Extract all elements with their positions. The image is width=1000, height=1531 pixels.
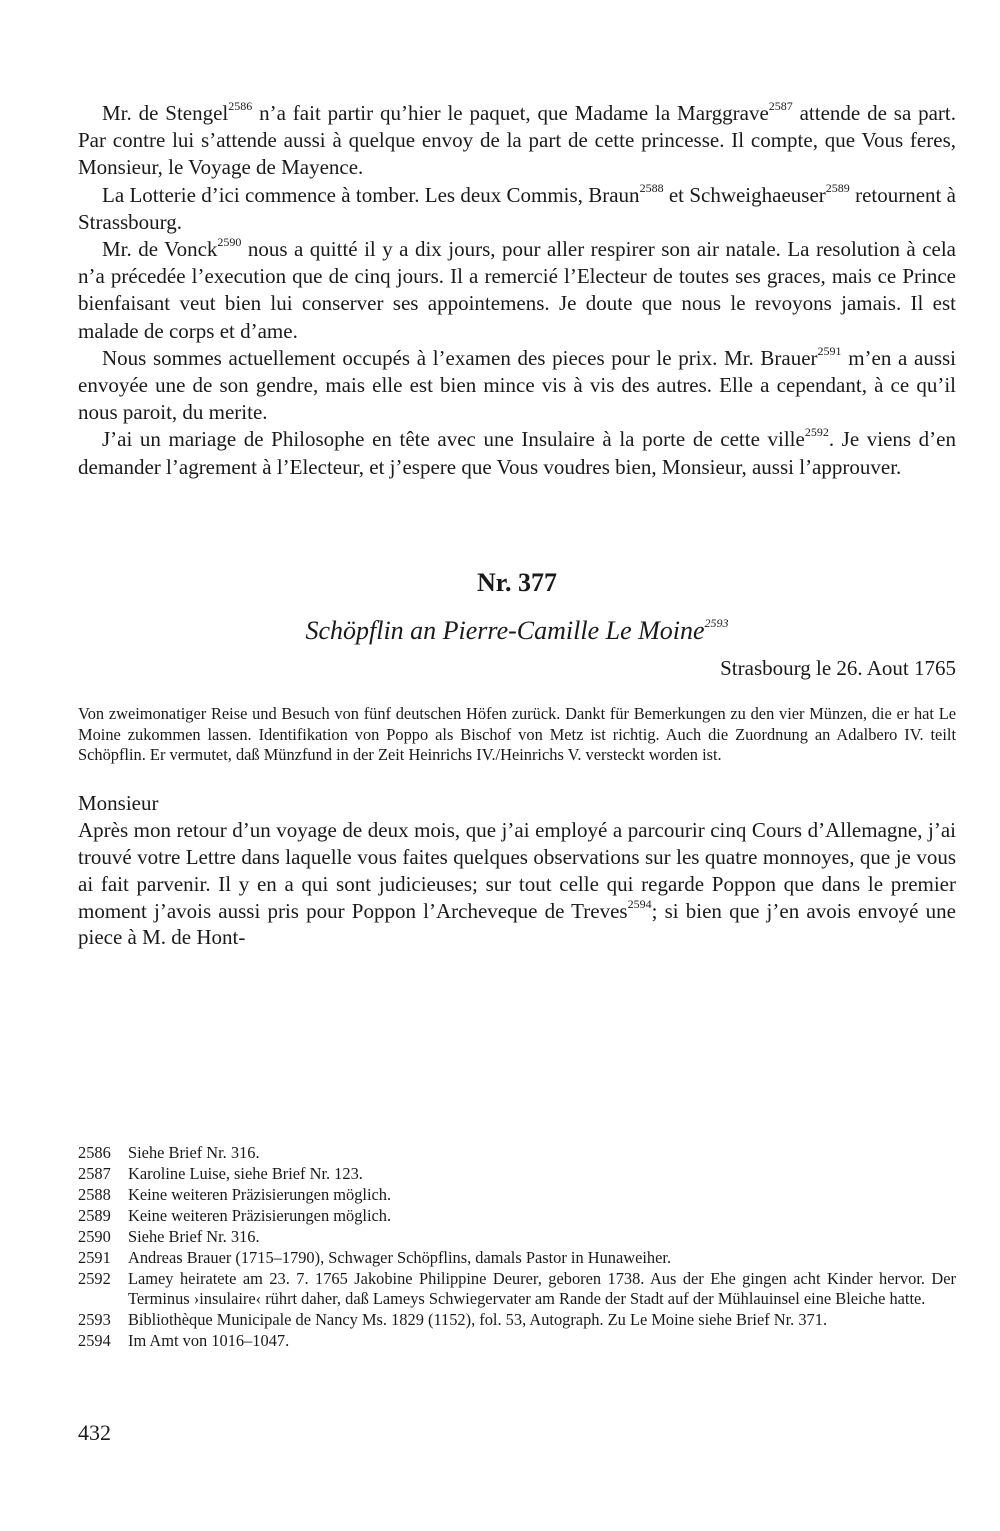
- footnotes: [78, 1143, 956, 1352]
- letter-summary: Von zweimonatiger Reise und Besuch von fünf deutschen Höfen zurück. Dankt für Bemerkungen zu den vier Münzen, die er hat Le Moine zukommen lassen. Identifikation von Poppo als Bischof von Metz ist richtig. Auch die Zuordnung an Adalbero IV. teilt Schöpflin. Er vermutet, daß Münzfund in der Zeit Heinrichs IV./Heinrichs V. versteckt worden ist.: [78, 703, 956, 765]
- paragraph: La Lotterie d’ici commence à tomber. Les deux Commis, Braun$^{2588}$ et Schweighaeuser$^{2589}$ retournent à Strassbourg.: [78, 180, 957, 234]
- salutation: Monsieur: [78, 791, 159, 816]
- paragraph: J’ai un mariage de Philosophe en tête avec une Insulaire à la porte de cette ville$^{2592}$. Je viens d’en demander l’agrement à l’Electeur, et j’espere que Vous voudres bien, Monsieur, aussi l’approuver.: [78, 425, 956, 479]
- paragraph: Mr. de Vonck$^{2590}$ nous a quitté il y a dix jours, pour aller respirer son air natale. La resolution à cela n’a précedée l’execution que de cinq jours. Il a remercié l’Electeur de toutes ses graces, mais ce Prince bienfaisant veut bien lui conserver ses appointemens. Je doute que nous le revoyons jamais. Il est malade de corps et d’ame.: [78, 235, 956, 343]
- dateline: Strasbourg le 26. Aout 1765: [720, 655, 956, 680]
- letter-number: Nr. 377: [477, 567, 557, 597]
- footnote-ref[interactable]: 2590: [217, 235, 242, 250]
- footnote-ref[interactable]: 2589: [825, 180, 850, 195]
- letter-body: Après mon retour d’un voyage de deux mois, que j’ai employé a parcourir cinq Cours d’Allemagne, j’ai trouvé votre Lettre dans laquelle vous faites quelques observations sur les quatre monnoyes, que je vous ai fait parvenir. Il y en a qui sont judicieuses; sur tout celle qui regarde Poppon que dans le premier moment j’avois aussi pris pour Poppon l’Archeveque de Treves$^{2594}$; si bien que j’en avois envoyé une piece à M. de Hont-: [78, 818, 956, 950]
- footnote-ref[interactable]: 2593: [704, 616, 729, 631]
- paragraph: Nous sommes actuellement occupés à l’examen des pieces pour le prix. Mr. Brauer$^{2591}$ m’en a aussi envoyée une de son gendre, mais elle est bien mince vis à vis des autres. Elle a cependant, à ce qu’il nous paroit, du merite.: [78, 343, 956, 425]
- footnote-ref[interactable]: 2587: [768, 99, 793, 113]
- page-number: 432: [78, 1420, 111, 1445]
- previous-letter-text: [78, 100, 956, 481]
- footnote: 2592 Lamey heiratete am 23. 7. 1765 Jakobine Philippine Deurer, geboren 1738. Aus der Ehe gingen acht Kinder hervor. Der Terminus ›insulaire‹ rührt daher, daß Lameys Schwiegervater am Rande der Stadt auf der Mühlauinsel eine Bleiche hatte.: [78, 1269, 956, 1309]
- footnote-ref[interactable]: 2591: [817, 343, 842, 358]
- footnote: 2589 Keine weiteren Präzisierungen möglich.: [78, 1206, 392, 1225]
- footnote: 2586 Siehe Brief Nr. 316.: [78, 1143, 260, 1162]
- footnote-ref[interactable]: 2586: [228, 99, 253, 113]
- letter-title: Schöpflin an Pierre-Camille Le Moine$^{2593}$: [305, 615, 729, 645]
- footnote: 2593 Bibliothèque Municipale de Nancy Ms. 1829 (1152), fol. 53, Autograph. Zu Le Moine siehe Brief Nr. 371.: [78, 1310, 828, 1330]
- footnote-ref[interactable]: 2592: [804, 425, 829, 440]
- footnote-ref[interactable]: 2588: [639, 180, 664, 195]
- paragraph: Mr. de Stengel$^{2586}$ n’a fait partir qu’hier le paquet, que Madame la Marggrave$^{2587}$ attende de sa part. Par contre lui s’attende aussi à quelque envoy de la part de cette princesse. Il compte, que Vous feres, Monsieur, le Voyage de Mayence.: [78, 99, 957, 180]
- footnote-ref[interactable]: 2594: [627, 896, 652, 911]
- footnote: 2588 Keine weiteren Präzisierungen möglich.: [78, 1185, 392, 1204]
- page-content: [78, 100, 956, 951]
- footnote: 2594 Im Amt von 1016–1047.: [78, 1331, 290, 1351]
- footnote: 2591 Andreas Brauer (1715–1790), Schwager Schöpflins, damals Pastor in Hunaweiher.: [78, 1248, 672, 1267]
- footnote: 2590 Siehe Brief Nr. 316.: [78, 1227, 260, 1246]
- footnote: 2587 Karoline Luise, siehe Brief Nr. 123.: [78, 1164, 363, 1183]
